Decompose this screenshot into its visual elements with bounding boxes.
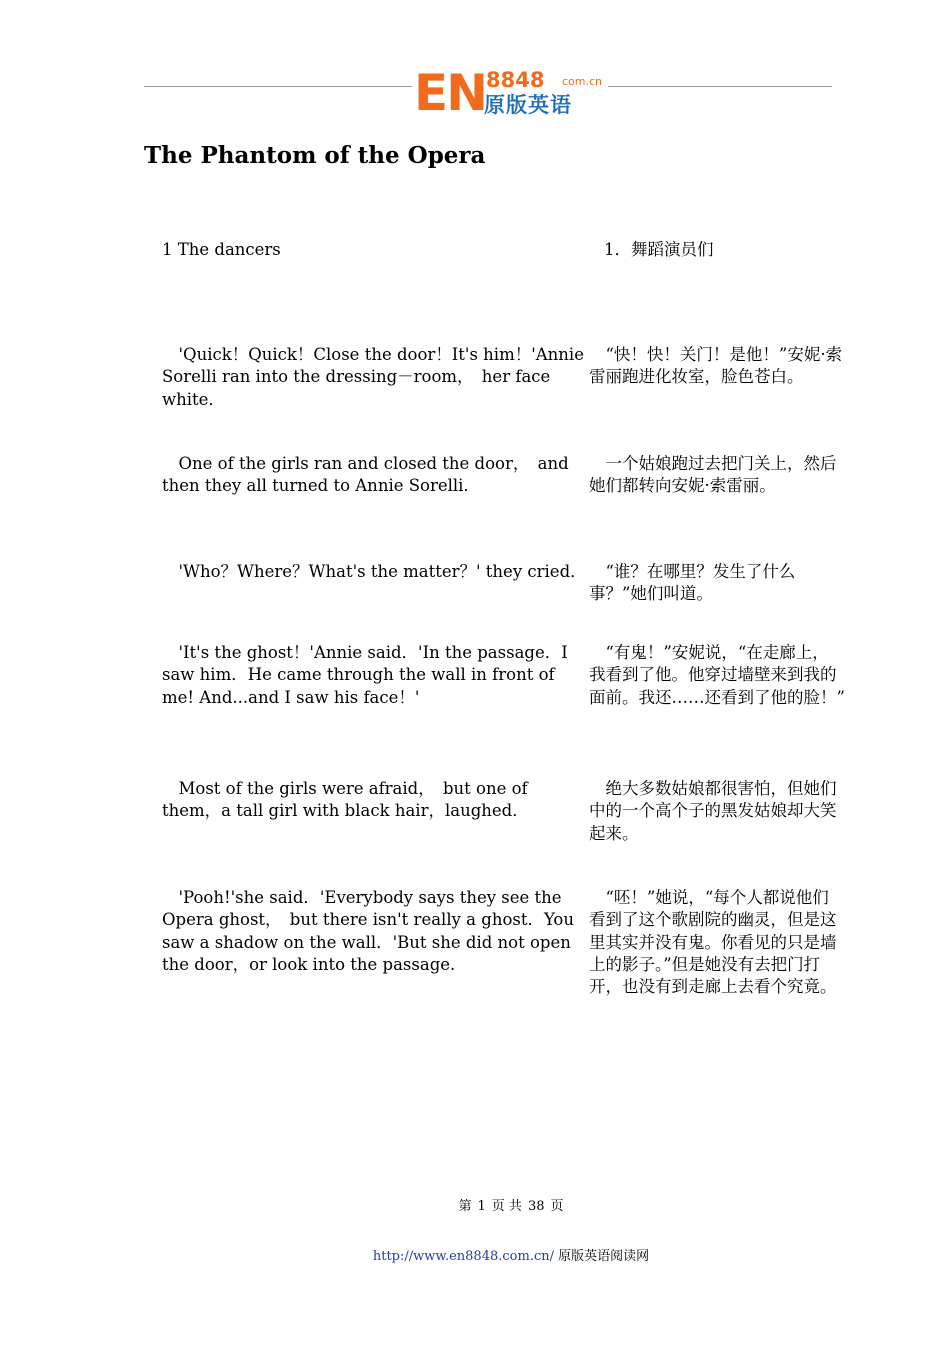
- paragraph-en-1: 'Quick！Quick！Close the door！It's him！'Annie Sorelli ran into the dressing－room， her face white．: [162, 345, 584, 409]
- paragraph-zh-4: “有鬼！”安妮说，“在走廊上，我看到了他。他穿过墙壁来到我的面前。我还……还看到了他的脸！”: [589, 643, 845, 707]
- chapter-heading-zh: 1．舞蹈演员们: [604, 240, 714, 259]
- footer-link-line: [0, 1248, 950, 1266]
- page-prefix: 第: [458, 1199, 472, 1214]
- paragraph-zh-5: 绝大多数姑娘都很害怕，但她们中的一个高个子的黑发姑娘却大笑起来。: [589, 779, 837, 843]
- logo-domain: com.cn: [562, 75, 603, 88]
- paragraph-zh-2: 一个姑娘跑过去把门关上，然后她们都转向安妮·索雷丽。: [589, 454, 837, 496]
- paragraph-zh-1: “快！快！关门！是他！”安妮·索雷丽跑进化妆室，脸色苍白。: [589, 345, 843, 387]
- page-suffix: 页: [550, 1199, 564, 1214]
- chapter-heading-en: 1 The dancers: [162, 240, 281, 259]
- document-title: The Phantom of the Opera: [144, 142, 486, 169]
- page-number: 1: [477, 1199, 486, 1214]
- logo-en-text: EN: [414, 64, 487, 122]
- paragraph-zh-3: “谁？在哪里？发生了什么事？”她们叫道。: [589, 562, 796, 604]
- page-mid: 页 共: [491, 1199, 522, 1214]
- paragraph-zh-6: “呸！”她说，“每个人都说他们看到了这个歌剧院的幽灵，但是这里其实并没有鬼。你看见的只是墙上的影子。”但是她没有去把门打开，也没有到走廊上去看个究竟。: [589, 888, 837, 997]
- en8848-logo: [412, 64, 608, 122]
- site-url-link[interactable]: http://www.en8848.com.cn/: [372, 1249, 554, 1264]
- site-name: 原版英语阅读网: [558, 1249, 650, 1264]
- paragraph-en-4: 'It's the ghost！'Annie said．'In the passage．I saw him．He came through the wall in front of me! And...and I saw his face！': [162, 643, 568, 707]
- page-counter: [0, 1198, 950, 1216]
- paragraph-en-3: 'Who？Where？What's the matter？' they cried．: [162, 562, 587, 581]
- paragraph-en-6: 'Pooh!'she said．'Everybody says they see the Opera ghost， but there isn't really a ghost．You saw a shadow on the wall．'But she did not open the door，or look into the passage.: [162, 888, 574, 974]
- logo-number: 8848: [486, 68, 545, 92]
- logo-chinese-name: 原版英语: [484, 93, 572, 117]
- paragraph-en-2: One of the girls ran and closed the door， and then they all turned to Annie Sorelli．: [162, 454, 569, 496]
- page-total: 38: [527, 1199, 545, 1214]
- paragraph-en-5: Most of the girls were afraid， but one of them，a tall girl with black hair，laughed．: [162, 779, 529, 821]
